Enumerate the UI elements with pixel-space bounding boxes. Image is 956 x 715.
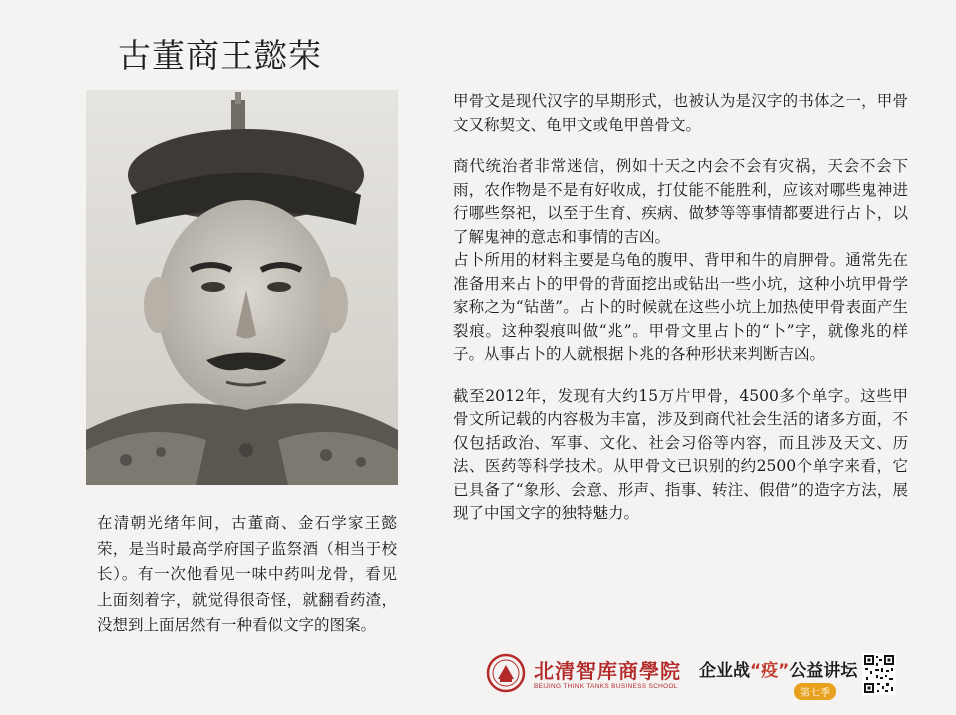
event-title-post: 公益讲坛: [789, 661, 858, 681]
event-title-pre: 企业战: [699, 661, 750, 681]
school-name-en: BEIJING THINK TANKS BUSINESS SCHOOL: [534, 683, 678, 690]
portrait-caption: 在清朝光绪年间，古董商、金石学家王懿荣，是当时最高学府国子监祭酒（相当于校长）。有一次他看见一味中药叫龙骨，看见上面刻着字，就觉得很奇怪，就翻看药渣，没想到上面居然有一种看似文字的图案。: [97, 514, 397, 634]
school-seal-logo: [486, 653, 526, 693]
season-badge: 第七季: [794, 683, 836, 700]
paragraph-definition: 甲骨文是现代汉字的早期形式，也被认为是汉字的书体之一，甲骨文又称契文、龟甲文或龟甲兽骨文。: [453, 92, 908, 134]
paragraph-discoveries: 截至2012年，发现有大约15万片甲骨，4500多个单字。这些甲骨文所记载的内容极为丰富，涉及到商代社会生活的诸多方面，不仅包括政治、军事、文化、社会习俗等内容，而且涉及天文、历法、医药等科学技术。从甲骨文已识别的约2500个单字来看，它已具备了“象形、会意、形声、指事、转注、假借”的造字方法，展现了中国文字的独特魅力。: [453, 386, 908, 522]
footer-branding: [486, 653, 906, 703]
portrait-image: [86, 90, 398, 485]
page-title: 古董商王懿荣: [118, 36, 322, 75]
event-title-highlight: “疫”: [750, 661, 790, 681]
qr-code: [862, 653, 896, 695]
event-title: [699, 656, 857, 681]
paragraph-divination: 商代统治者非常迷信，例如十天之内会不会有灾祸，天会不会下雨，农作物是不是有好收成，打仗能不能胜利，应该对哪些鬼神进行哪些祭祀，以至于生育、疾病、做梦等等事情都要进行占卜，以了解鬼神的意志和事情的吉凶。: [453, 157, 908, 246]
school-name-cn: 北清智库商學院: [534, 659, 681, 683]
main-text: [453, 90, 908, 526]
paragraph-materials: 占卜所用的材料主要是乌龟的腹甲、背甲和牛的肩胛骨。通常先在准备用来占卜的甲骨的背面挖出或钻出一些小坑，这种小坑甲骨学家称之为“钻凿”。占卜的时候就在这些小坑上加热使甲骨表面产生裂痕。这种裂痕叫做“兆”。甲骨文里占卜的“卜”字，就像兆的样子。从事占卜的人就根据卜兆的各种形状来判断吉凶。: [453, 251, 908, 363]
